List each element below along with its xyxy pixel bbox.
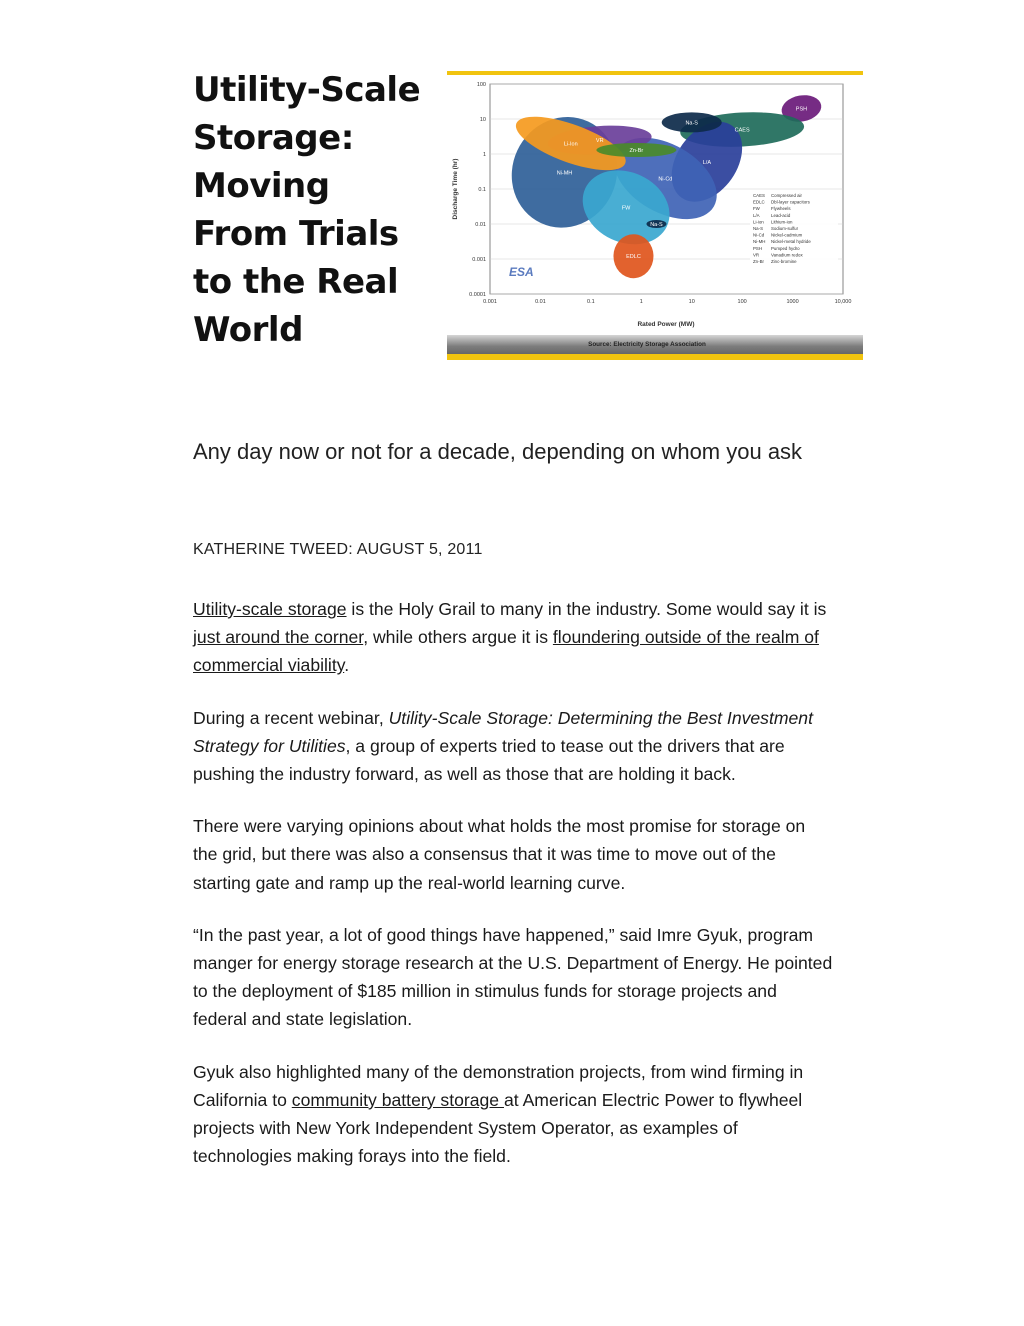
paragraph-5-text-2: at American Electric Power to flywheel projects with New York Independent System Operator, as examples of technologies making forays into the field. — [193, 1089, 803, 1167]
legend-name: Pumped hydro — [771, 245, 800, 251]
legend-name: Nickel-cadmium — [771, 232, 803, 238]
link-just-around-the-corner[interactable]: just around the corner — [193, 627, 364, 648]
legend-name: Nickel-metal hydride — [771, 239, 811, 245]
link-community-battery-storage[interactable]: community battery storage — [291, 1089, 504, 1110]
legend-code: Li-ion — [753, 219, 764, 225]
legend-code: PSH — [753, 245, 763, 251]
region-label: VR — [595, 138, 604, 145]
region-label: Li-Ion — [563, 141, 578, 148]
legend-code: VR — [753, 252, 760, 258]
x-tick-label: 10 — [688, 299, 695, 305]
article-body — [193, 595, 833, 1194]
y-tick-label: 10 — [479, 117, 486, 123]
paragraph-3: There were varying opinions about what holds the most promise for storage on the grid, but there was also a consensus that it was time to move out of the starting gate and ramp up the real-world learning curve. — [193, 816, 806, 893]
legend-name: Compressed air — [771, 193, 802, 198]
y-tick-label: 100 — [476, 82, 486, 88]
storage-chart-figure — [447, 62, 863, 360]
y-axis-label: Discharge Time (hr) — [452, 158, 459, 220]
y-tick-label: 0.0001 — [469, 292, 486, 298]
x-tick-label: 1 — [639, 299, 643, 305]
link-floundering-outside[interactable]: floundering outside of the realm of commercial viability — [193, 627, 819, 676]
legend-name: Vanadium redox — [771, 252, 803, 258]
legend-code: Zn-Br — [753, 259, 764, 264]
webinar-title: Utility-Scale Storage: Determining the Best Investment Strategy for Utilities — [193, 707, 813, 756]
article-subtitle: Any day now or not for a decade, depending on whom you ask — [193, 439, 803, 464]
paragraph-1 — [193, 595, 833, 680]
y-tick-label: 1 — [482, 152, 486, 158]
legend-code: L/A — [753, 212, 760, 218]
y-tick-label: 0.01 — [475, 222, 486, 228]
article-byline: KATHERINE TWEED: AUGUST 5, 2011 — [193, 541, 483, 558]
chart-source: Source: Electricity Storage Association — [588, 341, 706, 348]
region-label: EDLC — [626, 254, 641, 261]
region-label: PSH — [795, 106, 808, 113]
region-label: Ni-MH — [556, 170, 573, 177]
esa-logo: ESA — [509, 265, 534, 279]
x-tick-label: 0.001 — [483, 299, 497, 305]
paragraph-2 — [193, 704, 833, 789]
article-title: Utility-Scale Storage: Moving From Trials to the Real World — [193, 70, 421, 350]
top-accent-bar — [447, 71, 863, 75]
legend-code: Na-S — [753, 226, 764, 231]
legend-code: Ni-Cd — [753, 232, 765, 238]
paragraph-4: “In the past year, a lot of good things have happened,” said Imre Gyuk, program manger for energy storage research at the U.S. Department of Energy. He pointed to the deployment of $185 million in stimulus funds for storage projects and federal and state legislation. — [193, 924, 833, 1030]
paragraph-5 — [193, 1058, 833, 1171]
x-tick-label: 0.1 — [587, 299, 595, 305]
x-axis-label: Rated Power (MW) — [637, 321, 695, 328]
region-label: FW — [621, 205, 631, 212]
paragraph-2-text-1: During a recent webinar, — [193, 707, 389, 728]
legend-name: Dbl-layer capacitors — [771, 199, 810, 205]
region-label: CAES — [734, 127, 750, 134]
legend-code: FW — [753, 206, 760, 212]
legend-code: Ni-MH — [753, 239, 766, 245]
legend-name: Zinc-bromine — [771, 259, 797, 264]
region-label: Ni-Cd — [658, 176, 673, 183]
y-tick-label: 0.1 — [478, 187, 486, 193]
x-tick-label: 1000 — [786, 299, 799, 305]
paragraph-1-text-1: is the Holy Grail to many in the industry. Some would say it is — [346, 599, 827, 619]
x-tick-label: 10,000 — [834, 299, 852, 305]
paragraph-1-text-3: . — [344, 655, 350, 676]
region-label: Na-S — [685, 120, 698, 127]
legend-code: CAES — [753, 193, 765, 198]
x-tick-label: 100 — [737, 299, 747, 305]
bottom-accent-bar — [447, 354, 863, 360]
storage-chart — [447, 62, 863, 360]
legend-name: Lead-acid — [771, 212, 791, 218]
legend-code: EDLC — [753, 199, 765, 205]
y-tick-label: 0.001 — [472, 257, 486, 263]
paragraph-5-text-1: Gyuk also highlighted many of the demonstration projects, from wind firming in California to — [193, 1061, 804, 1110]
legend-name: Lithium-ion — [771, 219, 793, 225]
region-label: L/A — [702, 159, 712, 166]
legend-name: Flywheels — [771, 206, 791, 212]
link-utility-scale-storage[interactable]: Utility-scale storage — [193, 599, 347, 619]
x-tick-label: 0.01 — [535, 299, 546, 305]
paragraph-1-text-2: , while others argue it is — [363, 627, 553, 648]
paragraph-2-text-2: , a group of experts tried to tease out the drivers that are pushing the industry forward, as well as those that are holding it back. — [193, 735, 785, 785]
legend-name: Sodium-sulfur — [771, 226, 799, 231]
region-label: Na-S — [650, 222, 663, 228]
region-label: Zn-Br — [629, 148, 644, 155]
